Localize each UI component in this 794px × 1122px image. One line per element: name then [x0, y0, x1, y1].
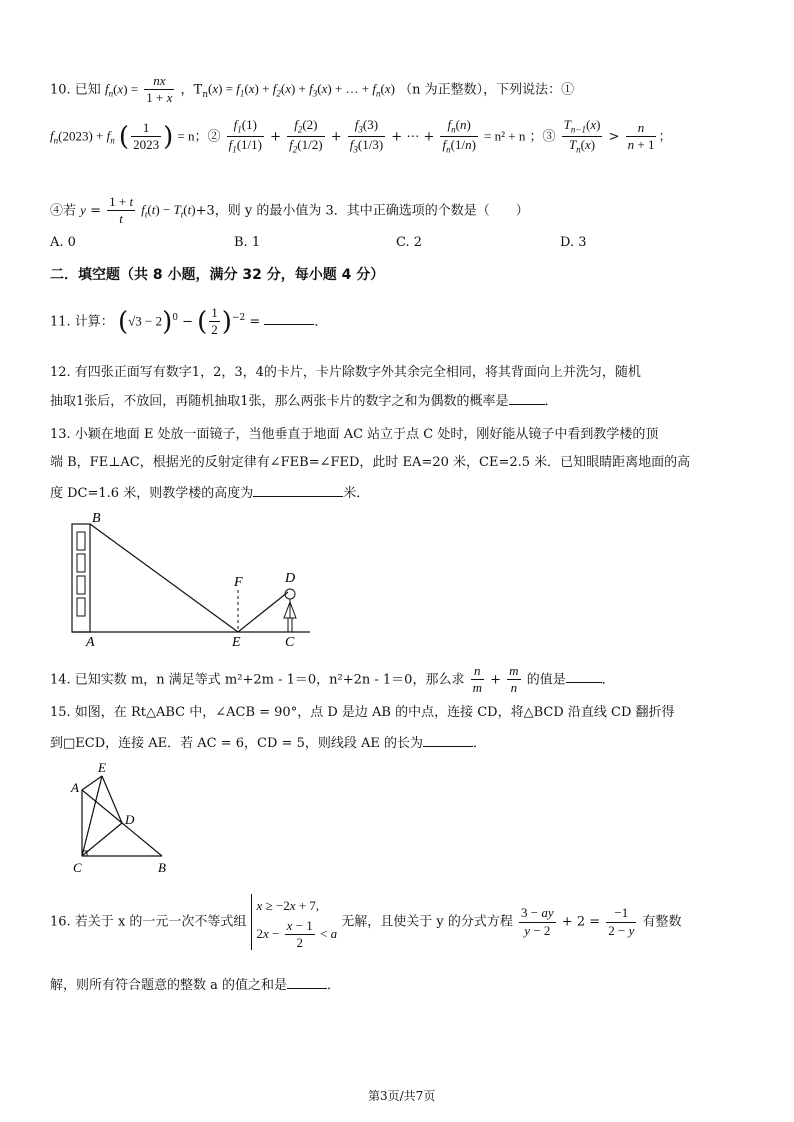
q13-answer-blank[interactable]: [253, 484, 343, 497]
q13-figure: [62, 508, 322, 648]
q14-lead: 14. 已知实数 m，n 满足等式 m²+2m - 1＝0，n²+2n - 1＝0，那么求: [50, 672, 465, 688]
q16-line2: 解，则所有符合题意的整数 a 的值之和是 ．: [50, 978, 341, 993]
q16-lead: 16. 若关于 x 的一元一次不等式组: [50, 914, 247, 930]
q11-line: 11. 计算： $(√3 - 2)^0$ − ( $\frac{1}{2}$ )$^{-2}$ = ．: [50, 305, 328, 338]
label-d: D: [125, 812, 135, 827]
q15-figure: [68, 760, 178, 880]
q14-answer-blank[interactable]: [566, 670, 602, 683]
q10-line3: ④若 y = $\frac{1 + t}{t}$ $f_t(t) - T_t(t)+3$，则 y 的最小值为 3．其中正确选项的个数是（ ）: [50, 194, 529, 227]
q10-option-d: D. 3: [560, 235, 587, 250]
q11-answer-blank[interactable]: [264, 312, 314, 325]
seg-cd: [82, 823, 122, 856]
q15-line1: 15. 如图，在 Rt△ABC 中，∠ACB = 90°，点 D 是边 AB 的中点，连接 CD，将△BCD 沿直线 CD 翻折得: [50, 705, 675, 720]
q10-option-a: A. 0: [50, 235, 76, 250]
q12-line2: 抽取1张后，不放回，再随机抽取1张，那么两张卡片的数字之和为偶数的概率是 ．: [50, 394, 558, 409]
q16-tail: 有整数: [642, 914, 682, 930]
label-b: B: [158, 860, 166, 875]
label-b: B: [92, 511, 101, 526]
q10-nparen: （n 为正整数），下列说法：①: [399, 82, 575, 98]
label-f: F: [234, 575, 243, 590]
q16-inequality-system: x ≥ −2x + 7, 2x − $\frac{x - 1}{2}$ < a: [251, 894, 338, 950]
q12-line1: 12. 有四张正面写有数字1，2，3，4的卡片，卡片除数字外其余完全相同，将其背面向上并洗匀，随机: [50, 365, 641, 380]
window: [77, 532, 85, 550]
q16-line1: 16. 若关于 x 的一元一次不等式组 x ≥ −2x + 7, 2x − $\frac{x - 1}{2}$ < a 无解，且使关于 y 的分式方程 $\frac{3 - ay}{y - 2}$ + 2 = $\frac{-1}{2 - y}$ 有整数: [50, 894, 682, 950]
q15-line2: 到□ECD，连接 AE．若 AC = 6，CD = 5，则线段 AE 的长为 ．: [50, 736, 487, 751]
q13-line1: 13. 小颖在地面 E 处放一面镜子，当他垂直于地面 AC 站立于点 C 处时，刚好能从镜子中看到教学楼的顶: [50, 427, 659, 442]
page-footer: 第3页/共7页: [368, 1089, 436, 1103]
q11-tail: =: [249, 314, 261, 330]
q16-answer-blank[interactable]: [287, 976, 327, 989]
q14-line: 14. 已知实数 m，n 满足等式 m²+2m - 1＝0，n²+2n - 1＝0，那么求 $\frac{n}{m}$ + $\frac{m}{n}$ 的值是 ．: [50, 663, 615, 696]
ray-be: [90, 524, 238, 632]
label-e: E: [232, 635, 241, 648]
window: [77, 576, 85, 594]
section2-title: 二．填空题（共 8 小题，满分 32 分，每小题 4 分）: [50, 267, 385, 283]
q10-line1: 10. 已知 $f_n(x)$ = $\frac{nx}{1 + x}$ ，$T_n(x) = f_1(x) + f_2(x) + f_3(x)$ + … + $f_n(x)$ （n 为正整数），下列说法：①: [50, 73, 575, 106]
q10-s3-mark: ；③: [529, 129, 556, 145]
q10-option-b: B. 1: [234, 235, 261, 250]
q11-lead: 11. 计算：: [50, 314, 114, 330]
label-e: E: [98, 760, 106, 775]
q10-s1-val: 2023: [62, 128, 89, 144]
q13-line3: [50, 484, 369, 500]
q13-line3-text: 度 DC=1.6 米，则教学楼的高度为: [50, 486, 254, 501]
label-d: D: [285, 571, 296, 586]
q10-s4: ④若: [50, 203, 77, 219]
window: [77, 598, 85, 616]
q10-line2: $f_n(2023) + f_n$ ( $\frac{1}{2023}$ ) = n；② $\frac{f_1(1)}{f_1(1/1)}$ + $\frac{f_2(2)}{f_2(1/2)}$ + $\frac{f_3(3)}{f_3(1/3)}$ + ⋯ + $\frac{f_n(n)}{f_n(1/n)}$ = n² + n ；③ $\frac{T_{n-1}(x)}{T_n(x)}$ > $\frac{n}{n + 1}$ ；: [50, 117, 672, 156]
q15-line2-text: 到□ECD，连接 AE．若 AC = 6，CD = 5，则线段 AE 的长为: [50, 736, 423, 751]
q13-unit: 米．: [343, 486, 370, 501]
q16-mid: 无解，且使关于 y 的分式方程: [341, 914, 513, 930]
q10-define-tn: ，T: [180, 82, 203, 98]
window: [77, 554, 85, 572]
q10-s2-eq: = n² + n: [484, 128, 526, 144]
label-a: A: [71, 780, 79, 795]
q10-s1-eq: = n；②: [177, 128, 221, 144]
q12-answer-blank[interactable]: [509, 392, 545, 405]
label-a: A: [86, 635, 95, 648]
q16-line2-text: 解，则所有符合题意的整数 a 的值之和是: [50, 978, 288, 993]
ray-ed: [238, 592, 288, 632]
q13-line2: 端 B，FE⊥AC，根据光的反射定律有∠FEB=∠FED，此时 EA=20 米，CE=2.5 米．已知眼睛距离地面的高: [50, 455, 691, 470]
q10-option-c: C. 2: [396, 235, 423, 250]
label-c: C: [285, 635, 295, 648]
q15-answer-blank[interactable]: [423, 734, 473, 747]
q14-tail: 的值是: [526, 672, 566, 688]
q10-s4-tail: +3，则 y 的最小值为 3．其中正确选项的个数是（ ）: [195, 203, 529, 219]
person-head: [285, 589, 295, 599]
label-c: C: [73, 860, 82, 875]
seg-ed: [102, 776, 122, 823]
q12-line2-text: 抽取1张后，不放回，再随机抽取1张，那么两张卡片的数字之和为偶数的概率是: [50, 394, 509, 409]
q10-lead: 10. 已知: [50, 82, 101, 98]
